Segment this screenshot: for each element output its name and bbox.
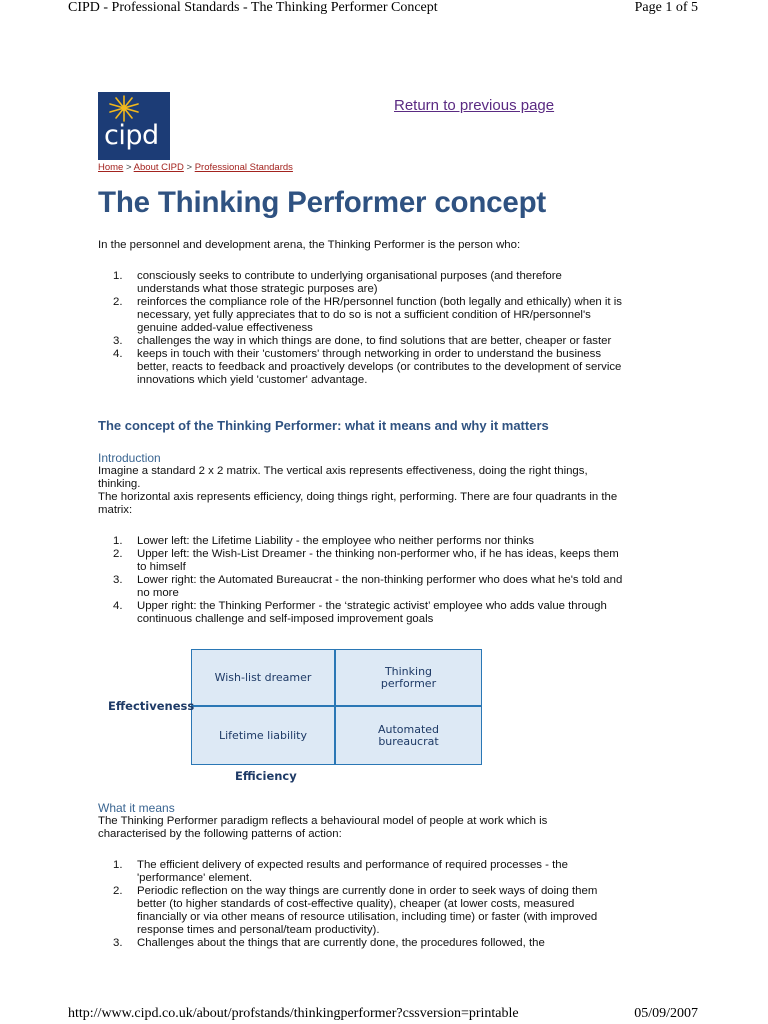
matrix-cell-thinking-performer <box>335 649 482 706</box>
introduction-paragraph-2: The horizontal axis represents efficiency, doing things right, performing. There are four quadrants in the matrix: <box>98 491 618 516</box>
list-number: 3. <box>113 937 123 949</box>
patterns-list <box>98 859 626 950</box>
breadcrumb-about-cipd[interactable]: About CIPD <box>133 162 184 173</box>
list-item <box>98 937 626 950</box>
list-number: 2. <box>113 548 123 560</box>
list-text: Upper right: the Thinking Performer - the ‘strategic activist’ employee who adds value through continuous challenge and self-imposed improvement goals <box>137 600 607 625</box>
thinking-performer-matrix <box>191 649 482 765</box>
cipd-logo[interactable] <box>98 92 170 160</box>
list-text: reinforces the compliance role of the HR/personnel function (both legally and ethically) when it is necessary, yet fully appreciates that to do so is not a sufficient condition of HR/personnel's genuine added-value effectiveness <box>137 296 622 334</box>
matrix-cell-automated-bureaucrat <box>335 706 482 765</box>
y-axis-label: Effectiveness <box>108 699 195 713</box>
print-footer <box>68 1006 698 1024</box>
list-text: Periodic reflection on the way things are currently done in order to seek ways of doing them better (to higher standards of cost-effective quality), cheaper (at lower costs, measured financially or via other means of resource utilisation, including time) or faster (with improved response times and personal/team productivity). <box>137 885 598 936</box>
section-heading: The concept of the Thinking Performer: what it means and why it matters <box>98 418 549 433</box>
breadcrumb-home[interactable]: Home <box>98 162 124 173</box>
print-page-number: Page 1 of 5 <box>634 0 698 15</box>
list-item <box>98 574 626 600</box>
return-to-previous-page-link[interactable]: Return to previous page <box>394 97 555 114</box>
list-item <box>98 335 626 348</box>
list-text: keeps in touch with their 'customers' through networking in order to understand the business better, reacts to feedback and proactively develops (or contributes to the development of service innovations which yield 'customer' advantage. <box>137 348 622 386</box>
list-number: 4. <box>113 348 123 360</box>
list-number: 1. <box>113 535 123 547</box>
matrix-cell-label: Thinking performer <box>380 664 437 690</box>
print-footer-url: http://www.cipd.co.uk/about/profstands/thinkingperformer?cssversion=printable <box>68 1006 519 1021</box>
list-text: The efficient delivery of expected results and performance of required processes - the 'performance' element. <box>137 859 568 884</box>
list-text: Upper left: the Wish-List Dreamer - the thinking non-performer who, if he has ideas, keeps them to himself <box>137 548 619 573</box>
introduction-heading: Introduction <box>98 451 161 465</box>
list-number: 3. <box>113 574 123 586</box>
list-number: 2. <box>113 885 123 897</box>
matrix-cell-wish-list-dreamer: Wish-list dreamer <box>191 649 335 706</box>
what-it-means-heading: What it means <box>98 801 175 815</box>
introduction-paragraph-1: Imagine a standard 2 x 2 matrix. The vertical axis represents effectiveness, doing the right things, thinking. <box>98 465 588 490</box>
list-item <box>98 600 626 626</box>
list-text: Lower right: the Automated Bureaucrat - the non-thinking performer who does what he's told and no more <box>137 574 623 599</box>
matrix-cell-lifetime-liability: Lifetime liability <box>191 706 335 765</box>
intro-list <box>98 270 626 387</box>
matrix-cell-label: Automated bureaucrat <box>377 722 440 748</box>
print-header <box>68 0 698 18</box>
list-item <box>98 535 626 548</box>
breadcrumb-professional-standards[interactable]: Professional Standards <box>194 162 293 173</box>
x-axis-label: Efficiency <box>235 769 297 783</box>
logo-text: cipd <box>104 120 159 151</box>
intro-paragraph: In the personnel and development arena, the Thinking Performer is the person who: <box>98 239 521 251</box>
list-text: Lower left: the Lifetime Liability - the employee who neither performs nor thinks <box>137 535 534 547</box>
list-item <box>98 548 626 574</box>
what-it-means-paragraph: The Thinking Performer paradigm reflects a behavioural model of people at work which is characterised by the following patterns of action: <box>98 815 548 840</box>
list-text: consciously seeks to contribute to underlying organisational purposes (and therefore understands what those strategic purposes are) <box>137 270 562 295</box>
print-header-title: CIPD - Professional Standards - The Thinking Performer Concept <box>68 0 438 15</box>
list-item <box>98 270 626 296</box>
breadcrumb-separator: > <box>186 162 193 173</box>
list-item <box>98 859 626 885</box>
list-number: 2. <box>113 296 123 308</box>
list-item <box>98 296 626 335</box>
list-item <box>98 885 626 937</box>
list-number: 4. <box>113 600 123 612</box>
page-title: The Thinking Performer concept <box>98 186 547 219</box>
print-footer-date: 05/09/2007 <box>634 1006 698 1021</box>
list-number: 1. <box>113 859 123 871</box>
breadcrumb <box>98 162 293 173</box>
list-text: Challenges about the things that are currently done, the procedures followed, the <box>137 937 545 949</box>
list-number: 1. <box>113 270 123 282</box>
list-item <box>98 348 626 387</box>
list-number: 3. <box>113 335 123 347</box>
breadcrumb-separator: > <box>125 162 132 173</box>
list-text: challenges the way in which things are done, to find solutions that are better, cheaper or faster <box>137 335 612 347</box>
quadrant-list <box>98 535 626 626</box>
